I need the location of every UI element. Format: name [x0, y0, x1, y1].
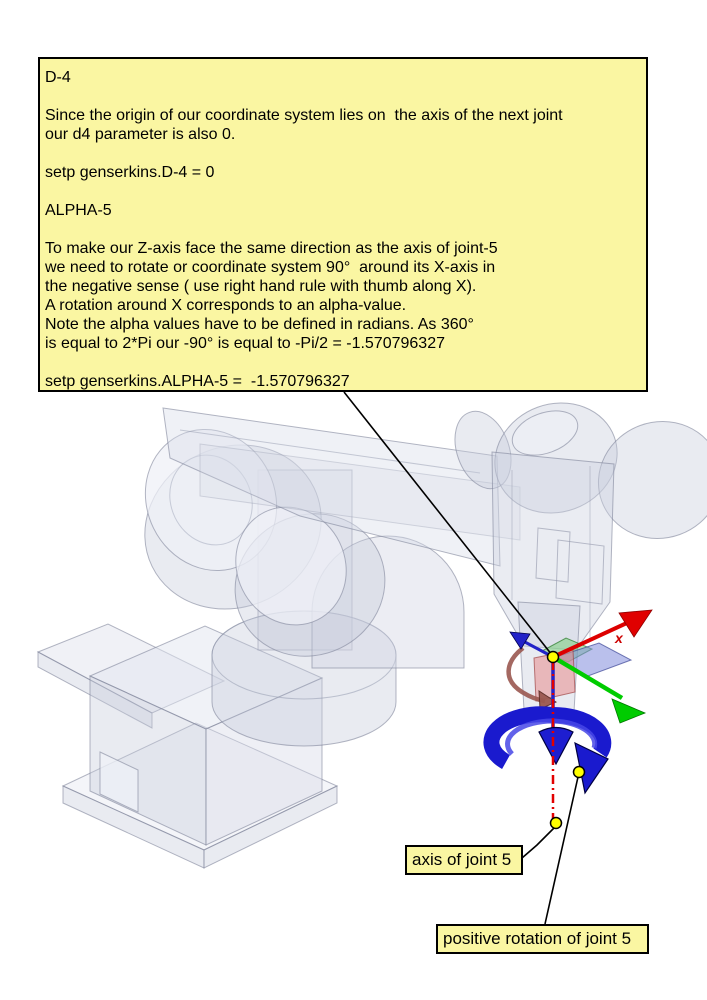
positive-rotation-callout: positive rotation of joint 5	[436, 924, 649, 954]
robot-model	[38, 386, 707, 868]
info-line: we need to rotate or coordinate system 90° around its X-axis in	[45, 259, 496, 276]
axis-end-dot	[551, 818, 562, 829]
info-line: To make our Z-axis face the same direction as the axis of joint-5	[45, 240, 498, 257]
info-line: ALPHA-5	[45, 202, 112, 219]
origin-dot	[548, 652, 559, 663]
info-line: Note the alpha values have to be defined in radians. As 360°	[45, 316, 474, 333]
y-axis-arrowhead	[612, 699, 645, 723]
z-axis-arrowhead	[539, 728, 573, 765]
info-note-box	[38, 57, 648, 392]
rotation-dot	[574, 767, 585, 778]
info-line: is equal to 2*Pi our -90° is equal to -Pi/2 = -1.570796327	[45, 335, 445, 352]
info-line: the negative sense ( use right hand rule with thumb along X).	[45, 278, 477, 295]
info-line	[45, 182, 642, 201]
coordinate-planes	[534, 638, 631, 701]
info-line	[45, 220, 642, 239]
info-line: our d4 parameter is also 0.	[45, 126, 236, 143]
info-line: Since the origin of our coordinate system lies on the axis of the next joint	[45, 107, 563, 124]
info-line	[45, 87, 642, 106]
info-line	[45, 353, 642, 372]
joint5-rotation-arrow	[491, 714, 608, 793]
rotation-callout-connector	[545, 777, 578, 924]
axis-callout-connector	[522, 828, 554, 858]
info-line: A rotation around X corresponds to an alpha-value.	[45, 297, 407, 314]
info-line: D-4	[45, 69, 71, 86]
x-axis-label: x	[615, 630, 623, 646]
info-line	[45, 144, 642, 163]
info-line: setp genserkins.ALPHA-5 = -1.570796327	[45, 373, 350, 390]
info-line: setp genserkins.D-4 = 0	[45, 164, 215, 181]
axis-of-joint5-callout: axis of joint 5	[405, 845, 523, 875]
